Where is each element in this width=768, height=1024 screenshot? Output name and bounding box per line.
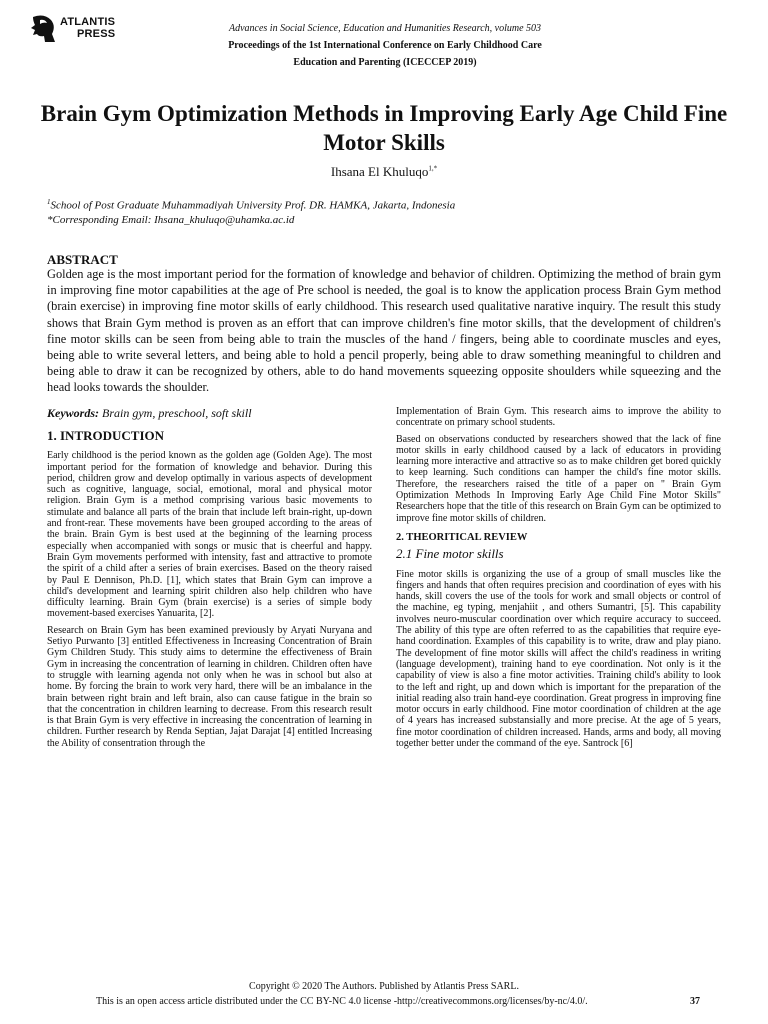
- affiliation-school: School of Post Graduate Muhammadiyah University Prof. DR. HAMKA, Jakarta, Indonesia: [50, 199, 456, 212]
- proceedings-header-line-1: Proceedings of the 1st International Conference on Early Childhood Care: [228, 40, 542, 51]
- paragraph: Based on observations conducted by researchers showed that the lack of fine motor skills in early childhood caused by a lack of educators in providing learning more interactive and attractive so as to make children get bored quickly to keep learning. Such conditions can hamper the child's fine motor skills. Therefore, the researchers raised the title of a paper on " Brain Gym Optimization Methods In Improving Early Age Child Fine Motor Skills" Researchers hope that the title of this research on Brain Gym can be optimized to improve fine motor skills of children.: [396, 433, 721, 524]
- section-heading-introduction: 1. INTRODUCTION: [47, 428, 165, 443]
- author-name: Ihsana El Khuluqo: [330, 164, 429, 179]
- abstract-text: Golden age is the most important period for the formation of knowledge and behavior of children. Optimizing the method of brain gym in improving fine motor capabilities at the age of Pre school is needed, the goal is to know the application process Brain Gym method (brain exercise) in improving fine motor skills of early childhood. This research used qualitative narative inquiry. The result this study shows that Brain Gym method is proven as an effort that can improve children's fine motor skills, that the development of children's fine motor skills can be seen from being able to train the muscles of the hand / fingers, being able to coordinate muscles and eyes, being able to write several letters, and being able to hold a pencil properly, being able to draw something meaningful to children and being able to draw it can be recognized by others, able to do hand movements squeezing opposite shoulders while squeezing and the head looks towards the shoulder.: [47, 267, 721, 395]
- section-heading-theoretical-review: 2. THEORITICAL REVIEW: [396, 531, 528, 543]
- affiliation-school-line: [47, 195, 455, 213]
- footer-copyright: Copyright © 2020 The Authors. Published by Atlantis Press SARL.: [249, 981, 519, 992]
- paragraph: Early childhood is the period known as the golden age (Golden Age). The most important period for the formation of knowledge and behavior. During this period, children grow and develop optimally in various aspects of development such as cognitive, language, social, emotional, moral and physical motor religion. Brain Gym is a method comprising various basic movements to stimulate and balance all parts of the brain that include left brain-right, up-down and front-rear. These movements have been grouped according to the areas of the brain. Brain Gym is best used at the beginning of the learning process especially when accompanied with songs or music that is cheerful and happy. Brain Gym movements performed with intensity, fast and attractive to promote the spirit of a child after a series of brain exercises. Based on the theory raised by Paul E Dennison, Ph.D. [1], which states that Brain Gym can improve a child's development and learning spirit children also help children who have difficulty learning. Brain Gym (brain exercise) is a series of simple body movement-based exercises Yanuarita, [2].: [47, 450, 372, 620]
- page-number: 37: [690, 996, 700, 1007]
- proceedings-header-line-2: Education and Parenting (ICECCEP 2019): [293, 57, 477, 68]
- paper-title: Brain Gym Optimization Methods in Improving Early Age Child Fine Motor Skills: [40, 101, 728, 155]
- abstract-heading: ABSTRACT: [47, 252, 118, 267]
- affiliation-superscript: 1: [47, 198, 51, 206]
- author-superscript: 1,*: [428, 164, 438, 173]
- atlantis-logo-icon: [29, 14, 57, 44]
- subsection-heading-fine-motor-skills: 2.1 Fine motor skills: [396, 546, 504, 562]
- footer-license: This is an open access article distributed under the CC BY-NC 4.0 license -http://creativecommons.org/licenses/by-nc/4.0/.: [96, 996, 588, 1007]
- keywords-text: Brain gym, preschool, soft skill: [99, 406, 252, 420]
- keywords: [47, 406, 372, 420]
- atlantis-press-logo: [29, 14, 129, 44]
- corresponding-email: *Corresponding Email: Ihsana_khuluqo@uhamka.ac.id: [47, 213, 295, 226]
- right-column: [396, 406, 721, 754]
- author-line: [0, 164, 768, 180]
- paragraph: Research on Brain Gym has been examined previously by Aryati Nuryana and Setiyo Purwanto [3] entitled Effectiveness in Increasing Concentration of Brain Gym Children Study. This study aims to determine the effectiveness of Brain Gym in increasing the concentration of learning in children. Children often have to struggle with learning agenda not only when he was in school but also at home. By forcing the brain to work very hard, there will be an imbalance in the brain between right brain and left brain, also can cause fatigue in the brain so that the concentration in children learning to decrease. From this research result is that Brain Gym is very effective in increasing the concentration of learning in children. Further research by Renda Septian, Jajat Darajat [4] entitled Increasing the Ability of consentration through the: [47, 624, 372, 749]
- journal-header: Advances in Social Science, Education and Humanities Research, volume 503: [228, 23, 542, 34]
- paragraph: Implementation of Brain Gym. This research aims to improve the ability to concentrate on primary school students.: [396, 406, 721, 429]
- affiliation-block: [47, 195, 455, 227]
- logo-line-1: ATLANTIS: [60, 16, 116, 28]
- logo-line-2: PRESS: [77, 28, 116, 40]
- keywords-label: Keywords:: [47, 406, 99, 420]
- left-column: [47, 406, 372, 754]
- paragraph: Fine motor skills is organizing the use of a group of small muscles like the fingers and hands that often requires precision and coordination of eyes with his hands, skill covers the use of the tools for work and small objects or control of the machine, eg typing, menjahiit , and others Sumantri, [5]. This capability involves neuro-muscular coordination over which require accuracy to succeed. The ability of this type are often referred to as the capabilities that require eye-hand coordination. Examples of this capability is to write, draw and play piano. The development of fine motor skills will affect the child's readiness in writing (language development), training hand to eye coordination. Not only is it the capability of view is also a fine motor activities. Training child's ability to look to the left and right, up and down which is important for the preparation of the initial reading also train hand-eye coordination. Great progress in improving fine motor occurs in early childhood. Fine motor coordination of children at the age of 4 years has increased substansially and more precise. At the age of 5 years, fine motor coordination of children increased. Hands, arms and body, all moving together better under the command of the eye. Santrock [6]: [396, 568, 721, 750]
